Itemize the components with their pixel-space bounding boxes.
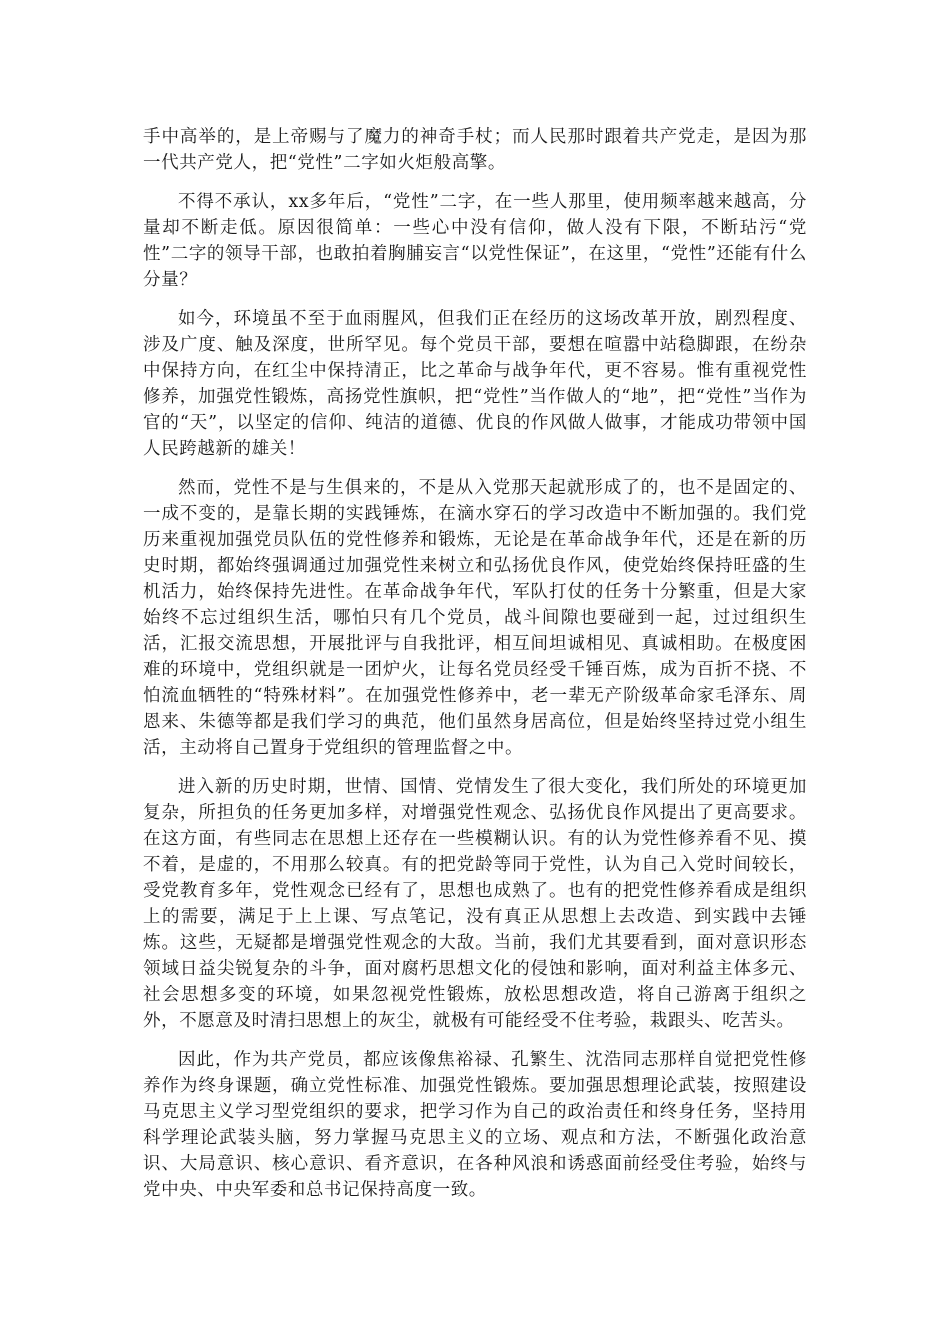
paragraph-4: 然而，党性不是与生俱来的，不是从入党那天起就形成了的，也不是固定的、一成不变的，是靠长期的实践锤炼，在滴水穿石的学习改造中不断加强的。我们党历来重视加强党员队伍的党性修养和锻炼，无论是在革命战争年代，还是在新的历史时期，都始终强调通过加强党性来树立和弘扬优良作风，使党始终保持旺盛的生机活力，始终保持先进性。在革命战争年代，军队打仗的任务十分繁重，但是大家始终不忘过组织生活，哪怕只有几个党员，战斗间隙也要碰到一起，过过组织生活，汇报交流思想，开展批评与自我批评，相互间坦诚相见、真诚相助。在极度困难的环境中，党组织就是一团炉火，让每名党员经受千锤百炼，成为百折不挠、不怕流血牺牲的“特殊材料”。在加强党性修养中，老一辈无产阶级革命家毛泽东、周恩来、朱德等都是我们学习的典范，他们虽然身居高位，但是始终坚持过党小组生活，主动将自己置身于党组织的管理监督之中。: [143, 478, 807, 758]
paragraph-1: 手中高举的，是上帝赐与了魔力的神奇手杖；而人民那时跟着共产党走，是因为那一代共产党人，把“党性”二字如火炬般高擎。: [143, 127, 807, 173]
document-body: [143, 124, 807, 1216]
paragraph-3: 如今，环境虽不至于血雨腥风，但我们正在经历的这场改革开放，剧烈程度、涉及广度、触及深度，世所罕见。每个党员干部，要想在喧嚣中站稳脚跟，在纷杂中保持方向，在红尘中保持清正，比之革命与战争年代，更不容易。惟有重视党性修养，加强党性锻炼，高扬党性旗帜，把“党性”当作做人的“地”，把“党性”当作为官的“天”，以坚定的信仰、纯洁的道德、优良的作风做人做事，才能成功带领中国人民跨越新的雄关！: [143, 309, 807, 459]
paragraph-2: 不得不承认，xx多年后，“党性”二字，在一些人那里，使用频率越来越高，分量却不断走低。原因很简单：一些心中没有信仰，做人没有下限，不断玷污“党性”二字的领导干部，也敢拍着胸脯妄言“以党性保证”，在这里，“党性”还能有什么分量？: [143, 192, 807, 290]
paragraph-6: 因此，作为共产党员，都应该像焦裕禄、孔繁生、沈浩同志那样自觉把党性修养作为终身课题，确立党性标准、加强党性锻炼。要加强思想理论武装，按照建设马克思主义学习型党组织的要求，把学习作为自己的政治责任和终身任务，坚持用科学理论武装头脑，努力掌握马克思主义的立场、观点和方法，不断强化政治意识、大局意识、核心意识、看齐意识，在各种风浪和诱惑面前经受住考验，始终与党中央、中央军委和总书记保持高度一致。: [143, 1050, 807, 1200]
paragraph-5: 进入新的历史时期，世情、国情、党情发生了很大变化，我们所处的环境更加复杂，所担负的任务更加多样，对增强党性观念、弘扬优良作风提出了更高要求。在这方面，有些同志在思想上还存在一些模糊认识。有的认为党性修养看不见、摸不着，是虚的，不用那么较真。有的把党龄等同于党性，认为自己入党时间较长，受党教育多年，党性观念已经有了，思想也成熟了。也有的把党性修养看成是组织上的需要，满足于上上课、写点笔记，没有真正从思想上去改造、到实践中去锤炼。这些，无疑都是增强党性观念的大敌。当前，我们尤其要看到，面对意识形态领域日益尖锐复杂的斗争，面对腐朽思想文化的侵蚀和影响，面对利益主体多元、社会思想多变的环境，如果忽视党性锻炼，放松思想改造，将自己游离于组织之外，不愿意及时清扫思想上的灰尘，就极有可能经受不住考验，栽跟头、吃苦头。: [143, 777, 807, 1031]
